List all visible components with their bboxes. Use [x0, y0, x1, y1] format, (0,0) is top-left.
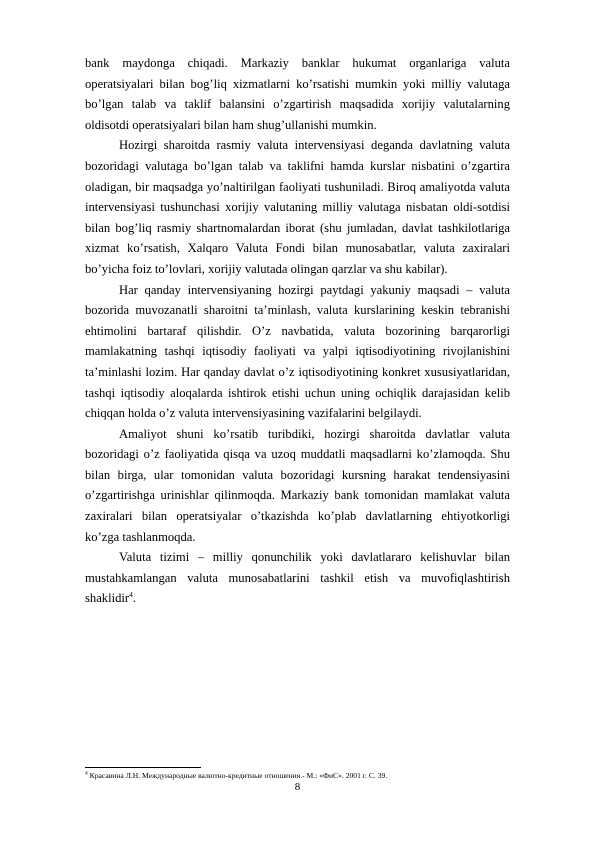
paragraph-5	[85, 547, 510, 609]
footnote-reference[interactable]: 4	[129, 590, 133, 600]
page-number: 8	[294, 781, 301, 793]
footnote-text: Красавина Л.Н. Международные валютно-кредитные отношения.- М.: «ФиС». 2001 г. С. 39.	[87, 771, 388, 780]
paragraph-1: bank maydonga chiqadi. Markaziy banklar hukumat organlariga valuta operatsiyalari bilan bog’liq xizmatlarni ko’rsatishi mumkin yoki milliy valutaga bo’lgan talab va taklif balansini o’zgartirish maqsadida xorijiy valutalarning oldisotdi operatsiyalari bilan ham shug’ullanishi mumkin.	[85, 56, 510, 132]
paragraph-5-text: Valuta tizimi – milliy qonunchilik yoki davlatlararo kelishuvlar bilan mustahkamlangan valuta munosabatlarini tashkil etish va muvofiqlashtirish shaklidir	[85, 550, 510, 606]
paragraph-2: Hozirgi sharoitda rasmiy valuta intervensiyasi deganda davlatning valuta bozoridagi valutaga bo’lgan talab va taklifni hamda kurslar nisbatini o’zgartira oladigan, bir maqsadga yo’naltirilgan faoliyati tushuniladi. Biroq amaliyotda valuta intervensiyasi tushunchasi xorijiy valutaning milliy valutaga nisbatan oldi-sotdisi bilan bog’liq rasmiy shartnomalardan iborat (shu jumladan, davlat tashkilotlariga xizmat ko’rsatish, Xalqaro Valuta Fondi bilan munosabatlar, valuta zaxiralari bo’yicha foiz to’lovlari, xorijiy valutada olingan qarzlar va shu kabilar).	[85, 138, 510, 276]
paragraph-3: Har qanday intervensiyaning hozirgi paytdagi yakuniy maqsadi – valuta bozorida muvozanatli sharoitni ta’minlash, valuta kurslarining keskin tebranishi ehtimolini bartaraf qilishdir. O’z navbatida, valuta bozorining barqarorligi mamlakatning tashqi iqtisodiy faoliyati va yalpi iqtisodiyotining rivojlanishini ta’minlashi lozim. Har qanday davlat o’z iqtisodiyotining konkret xususiyatlaridan, tashqi iqtisodiy aloqalarda ishtirok etishi uchun uning ochiqlik darajasidan kelib chiqqan holda o’z valuta intervensiyasining vazifalarini belgilaydi.	[85, 282, 510, 421]
page-body	[85, 53, 510, 609]
footnote-number: 4	[85, 770, 88, 777]
paragraph-5-end: .	[132, 591, 136, 606]
footnote-divider	[85, 767, 201, 768]
paragraph-4: Amaliyot shuni ko’rsatib turibdiki, hozirgi sharoitda davlatlar valuta bozoridagi o’z faoliyatida qisqa va uzoq muddatli maqsadlarni ko’zlamoqda. Shu bilan birga, ular tomonidan valuta bozoridagi kursning harakat tendensiyasini o’zgartirishga urinishlar qilinmoqda. Markaziy bank tomonidan mamlakat valuta zaxiralari bilan operatsiyalar o’tkazishda ko’plab davlatlarning ehtiyotkorligi ko’zga tashlanmoqda.	[85, 426, 510, 544]
footnote	[85, 771, 510, 781]
